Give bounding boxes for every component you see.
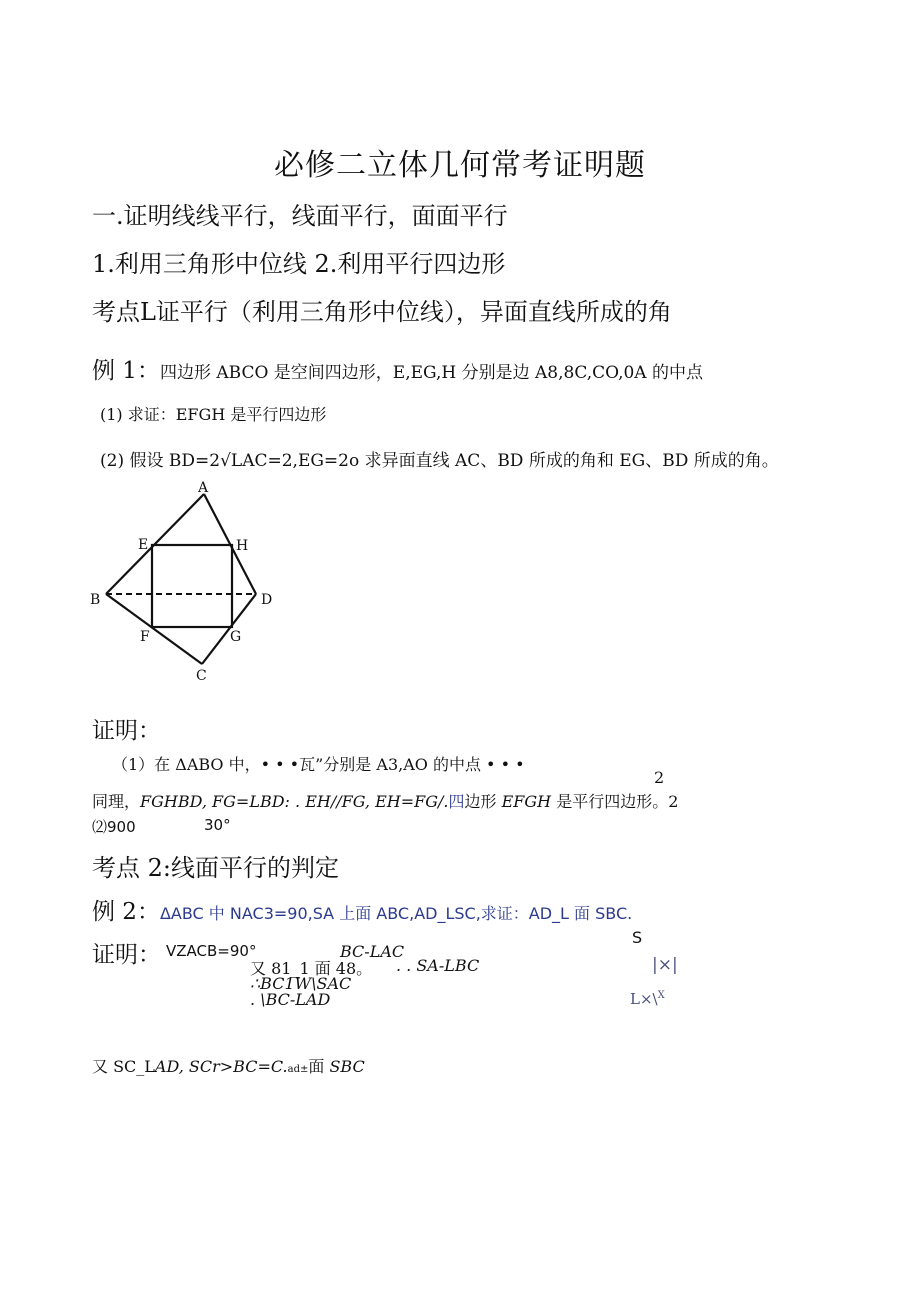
example-1-q1: (1) 求证：EFGH 是平行四边形 (100, 405, 327, 424)
label-d: D (261, 592, 273, 608)
proof-2-conclusion-prefix: 又 SC_L (92, 1057, 155, 1076)
label-e: E (138, 537, 149, 553)
proof-2-d: . . SA-LBC (396, 956, 480, 975)
proof-1-line-1: （1）在 ΔABO 中，• • •瓦”分别是 A3,AO 的中点 • • • (112, 755, 525, 774)
proof-2-conclusion (92, 1054, 365, 1077)
page-title: 必修二立体几何常考证明题 (274, 148, 646, 183)
example-2-label: 例 2： (92, 899, 160, 925)
section-heading: 一.证明线线平行，线面平行，面面平行 (92, 202, 508, 230)
proof-2-sketch-2 (630, 990, 665, 1008)
example-1-text: 四边形 ABCO 是空间四边形，E,EG,H 分别是边 A8,8C,CO,0A 的中点 (159, 363, 703, 383)
label-h: H (236, 538, 249, 554)
label-b: B (90, 592, 101, 608)
edge-cd (202, 594, 256, 664)
example-2 (92, 893, 632, 926)
proof-2-a: VZACB=90° (166, 942, 257, 960)
example-1 (92, 352, 703, 385)
proof-2-f: . \BC-LAD (250, 990, 331, 1009)
example-1-q2: (2) 假设 BD=2√LAC=2,EG=2o 求异面直线 AC、BD 所成的角和 EG、BD 所成的角。 (100, 451, 779, 471)
label-f: F (140, 629, 150, 645)
proof-2-sketch-1: |×| (652, 955, 678, 975)
proof-2-b: BC-LAC (340, 942, 405, 961)
example-1-label: 例 1： (92, 358, 160, 384)
label-a: A (198, 480, 209, 496)
proof-2-e: ∴BC1W\SAC (250, 974, 352, 993)
proof-1-line-2-blue: 四 (448, 792, 465, 811)
proof-1-line-3b: 30° (204, 816, 231, 834)
proof-2-sketch-2-text: L×\ (630, 990, 658, 1008)
proof-1-line-3a: ⑵900 (92, 818, 136, 836)
proof-1-line-2-mid: 边形 (464, 792, 502, 811)
proof-2-c: 又 81_1 面 48。 (250, 959, 373, 978)
kaodian-2-heading: 考点 2:线面平行的判定 (92, 854, 339, 882)
edge-bc (106, 594, 202, 664)
proof-1-line-2-italic: FGHBD, FG=LBD: . EH//FG, EH=FG/. (140, 792, 449, 811)
proof-2-heading: 证明： (92, 942, 161, 968)
proof-1-line-2-italic-2: EFGH (501, 792, 552, 811)
proof-2-conclusion-italic: AD, SCr>BC=C. (154, 1057, 288, 1076)
proof-2-sketch-2-sup: X (657, 990, 665, 1001)
parallelogram-efgh (152, 545, 232, 627)
proof-1-line-2 (92, 789, 678, 812)
proof-2-label-s: S (632, 928, 643, 947)
proof-1-line-2-prefix: 同理， (92, 792, 141, 811)
proof-1-heading: 证明： (92, 718, 161, 744)
proof-1-line-2-end: 是平行四边形。2 (551, 792, 679, 811)
label-g: G (230, 629, 242, 645)
example-2-text: ΔABC 中 NAC3=90,SA 上面 ABC,AD_LSC,求证：AD_L 面 SBC. (159, 904, 633, 923)
proof-2-conclusion-small: ad± (287, 1064, 309, 1075)
geometry-figure (86, 478, 286, 688)
methods-heading: 1.利用三角形中位线 2.利用平行四边形 (92, 250, 506, 278)
proof-2-conclusion-mid: 面 (308, 1057, 330, 1076)
proof-2-conclusion-end: SBC (329, 1057, 365, 1076)
proof-1-superscript: 2 (654, 768, 665, 787)
label-c: C (196, 668, 207, 684)
kaodian-1-heading: 考点L证平行（利用三角形中位线），异面直线所成的角 (92, 298, 672, 326)
